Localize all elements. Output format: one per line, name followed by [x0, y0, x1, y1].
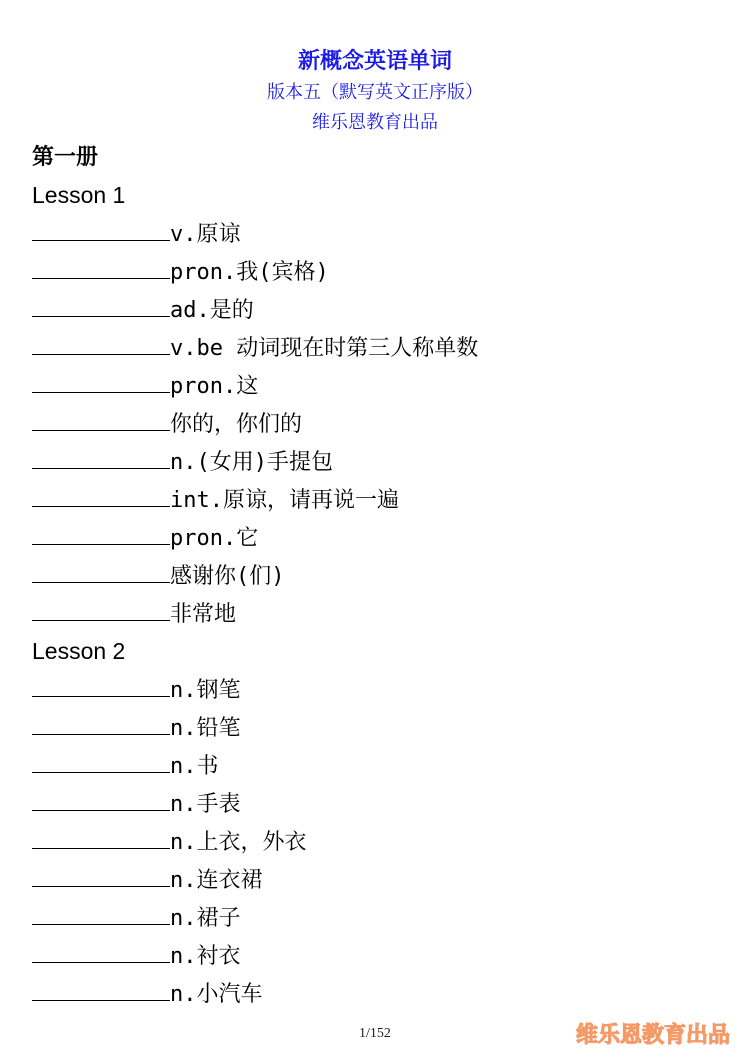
answer-blank: [32, 898, 170, 925]
lesson-heading: Lesson 2: [32, 638, 126, 664]
book-heading: 第一册: [32, 145, 99, 170]
vocab-definition: 非常地: [170, 602, 237, 627]
answer-blank: [32, 404, 170, 431]
vocab-entry: [32, 594, 722, 632]
vocab-definition: n.书: [170, 754, 219, 779]
vocab-definition: n.小汽车: [170, 982, 263, 1007]
answer-blank: [32, 556, 170, 583]
vocab-entry: [32, 290, 722, 328]
answer-blank: [32, 328, 170, 355]
lesson-heading: Lesson 1: [32, 182, 126, 208]
vocab-entry: [32, 860, 722, 898]
publisher-line: 维乐恩教育出品: [312, 112, 438, 133]
document-title: 新概念英语单词: [297, 49, 452, 74]
vocab-entry: [32, 898, 722, 936]
answer-blank: [32, 822, 170, 849]
answer-blank: [32, 214, 170, 241]
vocab-definition: 你的，你们的: [170, 412, 303, 437]
vocab-definition: n.(女用)手提包: [170, 450, 333, 475]
vocab-definition: pron.它: [170, 526, 259, 551]
answer-blank: [32, 746, 170, 773]
vocab-entry: [32, 746, 722, 784]
answer-blank: [32, 670, 170, 697]
vocab-definition: ad.是的: [170, 298, 254, 323]
vocab-entry: [32, 214, 722, 252]
vocab-definition: v.be 动词现在时第三人称单数: [170, 336, 479, 361]
vocab-definition: pron.我(宾格): [170, 260, 329, 285]
vocab-entry: [32, 974, 722, 1012]
answer-blank: [32, 366, 170, 393]
vocab-definition: n.手表: [170, 792, 241, 817]
vocab-entry: [32, 518, 722, 556]
vocab-definition: n.衬衣: [170, 944, 241, 969]
vocab-definition: 感谢你(们): [170, 564, 285, 589]
answer-blank: [32, 708, 170, 735]
answer-blank: [32, 936, 170, 963]
vocab-definition: n.裙子: [170, 906, 241, 931]
vocab-entry: [32, 366, 722, 404]
vocab-entry: [32, 404, 722, 442]
vocab-definition: n.连衣裙: [170, 868, 263, 893]
answer-blank: [32, 594, 170, 621]
vocab-definition: v.原谅: [170, 222, 241, 247]
vocab-entry: [32, 784, 722, 822]
vocabulary-list: [32, 176, 722, 1012]
answer-blank: [32, 974, 170, 1001]
answer-blank: [32, 252, 170, 279]
publisher-watermark: 维乐恩教育出品: [575, 1023, 730, 1048]
answer-blank: [32, 442, 170, 469]
vocab-entry: [32, 556, 722, 594]
vocab-entry: [32, 708, 722, 746]
answer-blank: [32, 860, 170, 887]
answer-blank: [32, 480, 170, 507]
vocab-definition: n.上衣，外衣: [170, 830, 307, 855]
vocab-entry: [32, 480, 722, 518]
vocab-entry: [32, 252, 722, 290]
vocab-definition: n.铅笔: [170, 716, 241, 741]
vocab-definition: pron.这: [170, 374, 259, 399]
vocab-entry: [32, 822, 722, 860]
vocab-definition: int.原谅，请再说一遍: [170, 488, 399, 513]
vocab-definition: n.钢笔: [170, 678, 241, 703]
vocab-entry: [32, 670, 722, 708]
vocab-entry: [32, 442, 722, 480]
answer-blank: [32, 290, 170, 317]
page-number: 1/152: [359, 1026, 391, 1041]
answer-blank: [32, 784, 170, 811]
answer-blank: [32, 518, 170, 545]
vocab-entry: [32, 328, 722, 366]
vocab-entry: [32, 936, 722, 974]
document-subtitle: 版本五（默写英文正序版）: [267, 82, 483, 103]
